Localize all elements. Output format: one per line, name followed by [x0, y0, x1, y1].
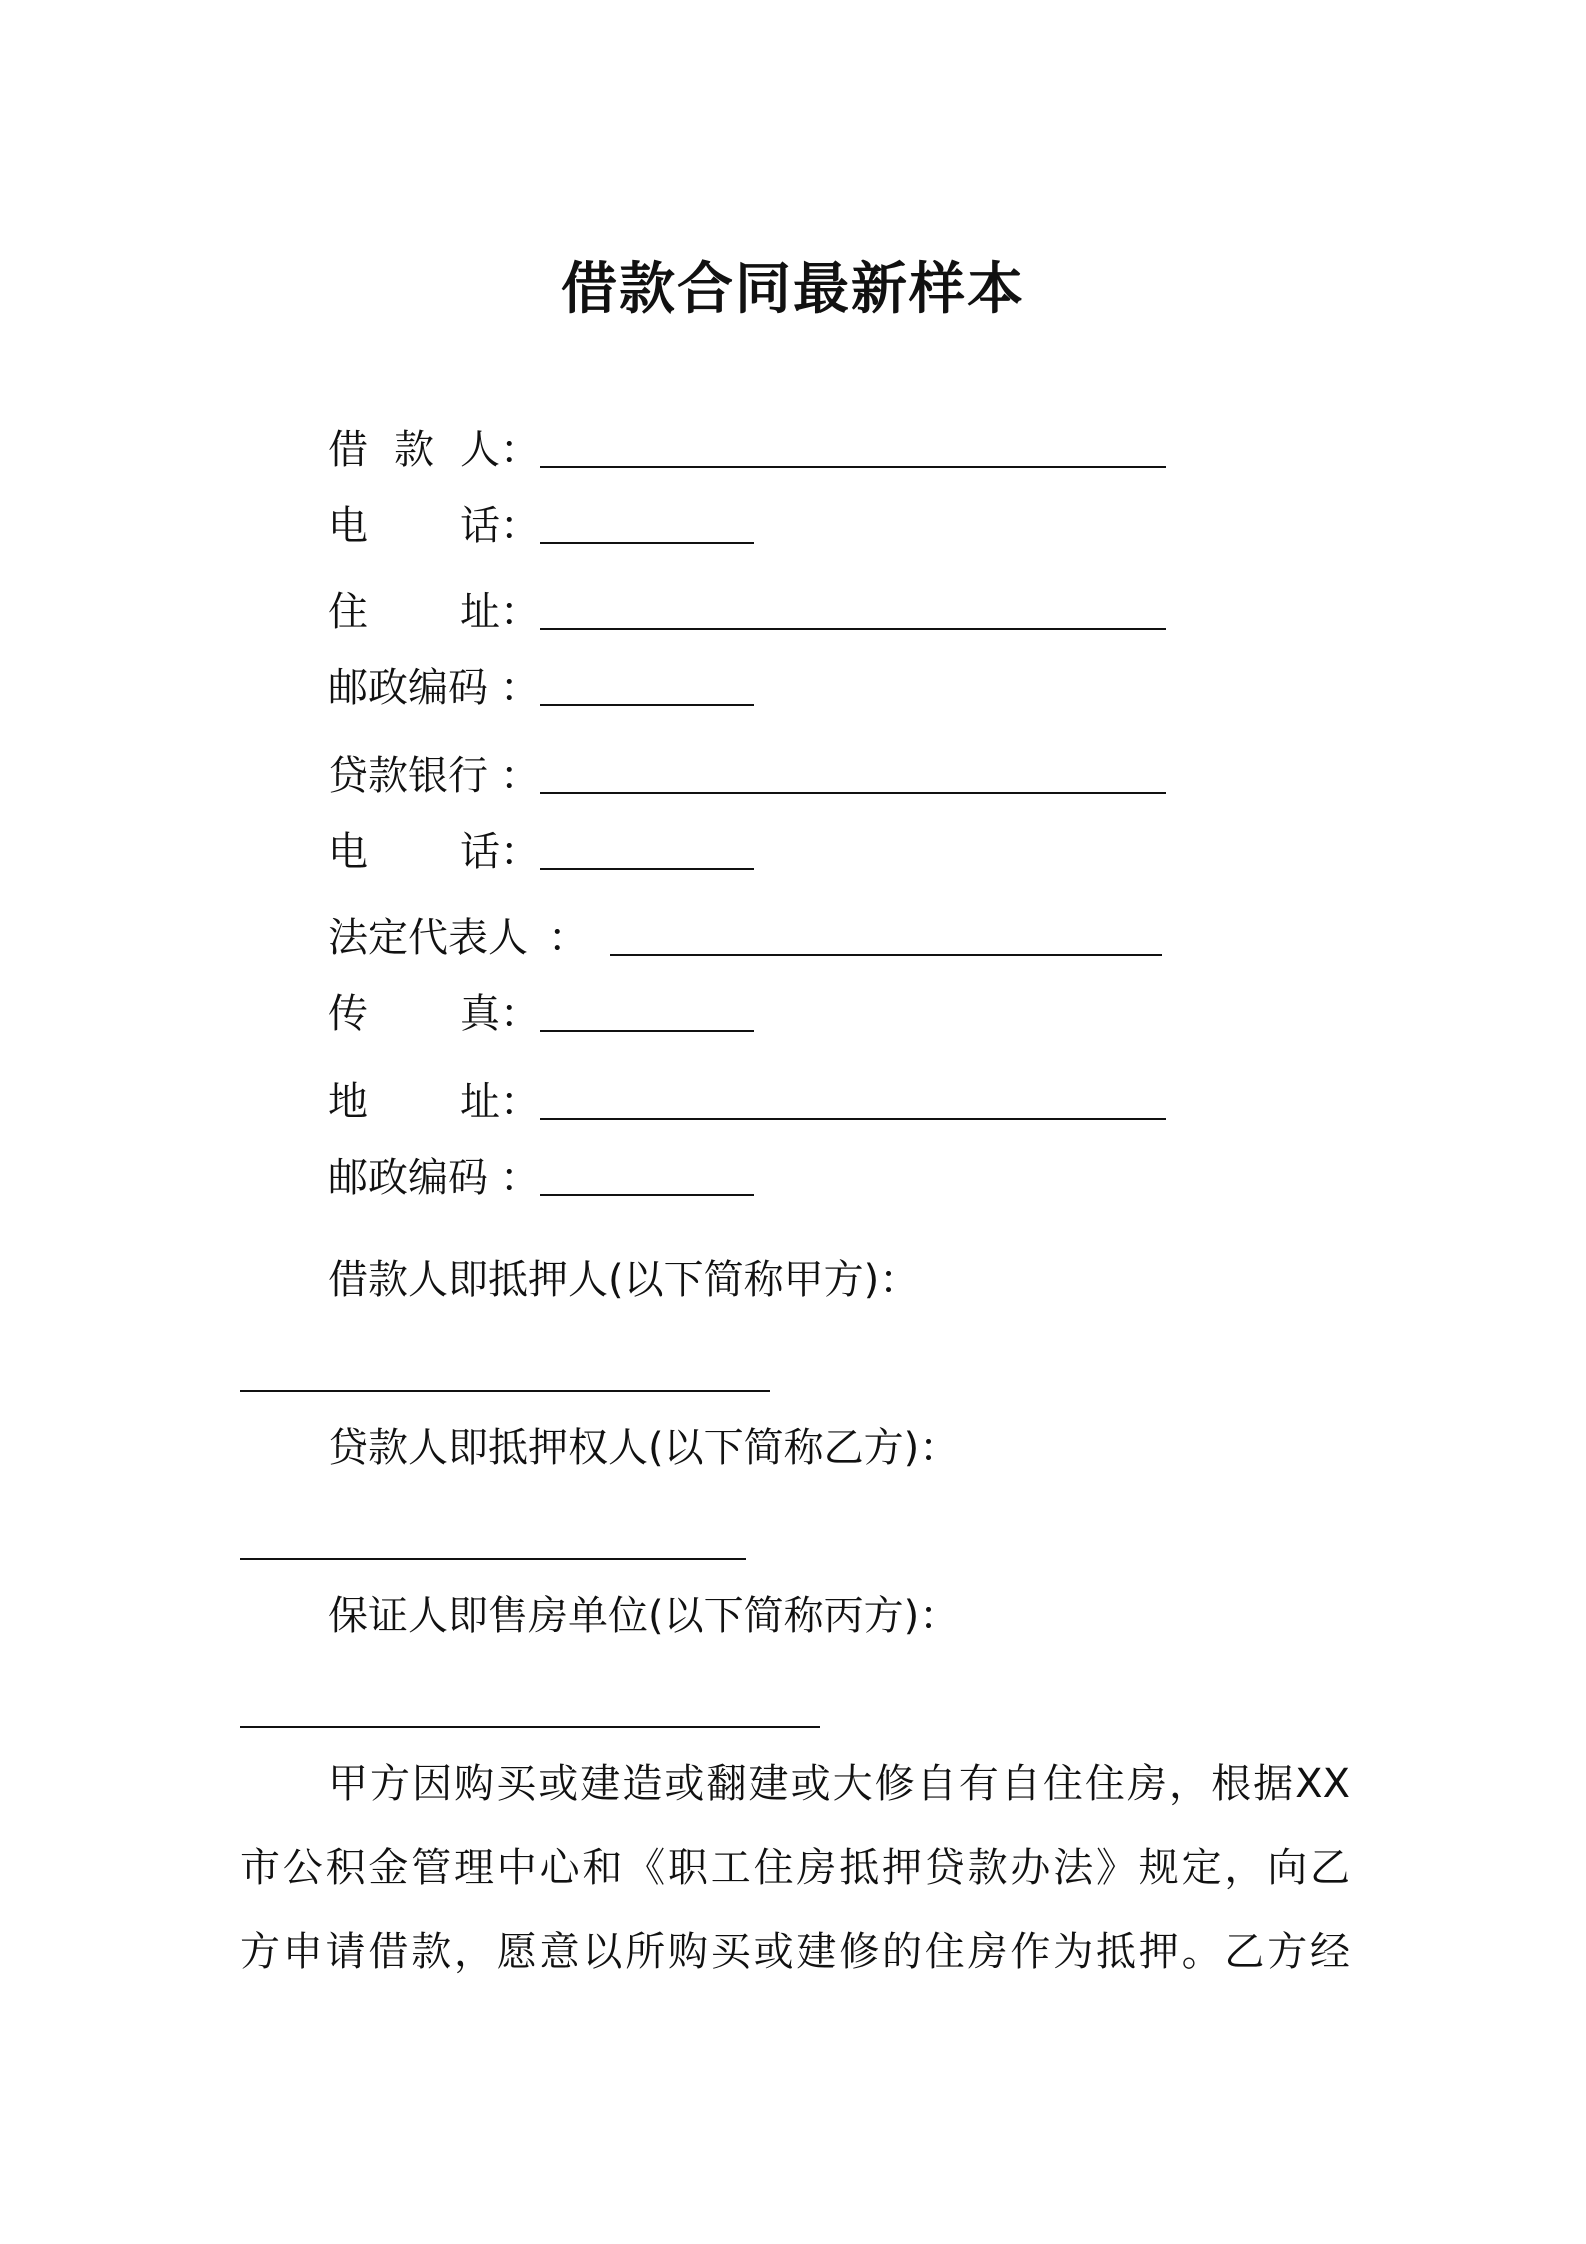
- fill-in-blank[interactable]: [540, 792, 1166, 794]
- field-label-text: 真: [460, 991, 500, 1037]
- party-fill-in-blank[interactable]: [240, 1390, 770, 1392]
- fill-in-blank[interactable]: [540, 542, 754, 544]
- field-label-text: 法定代表人: [328, 915, 528, 961]
- header-field-row: [328, 580, 1166, 644]
- fill-in-blank[interactable]: [610, 954, 1162, 956]
- header-field-row: [328, 744, 1166, 808]
- fill-in-blank[interactable]: [540, 704, 754, 706]
- field-label-text: 住: [328, 589, 368, 635]
- fill-in-blank[interactable]: [540, 628, 1166, 630]
- field-label: [328, 982, 500, 1046]
- fill-in-blank[interactable]: [540, 868, 754, 870]
- field-label-text: 电: [328, 503, 368, 549]
- field-colon: ：: [500, 1079, 540, 1125]
- field-label-text: 贷款银行: [328, 753, 488, 799]
- field-label-text: 址: [460, 1079, 500, 1125]
- field-label: [328, 494, 500, 558]
- document-title: 借款合同最新样本: [561, 257, 1025, 322]
- field-label: [328, 744, 500, 808]
- field-label: [328, 580, 500, 644]
- field-label-text: 地: [328, 1079, 368, 1125]
- field-label-text: 借: [328, 427, 368, 473]
- field-label-text: 邮政编码: [328, 1155, 488, 1201]
- field-label-text: 人: [460, 427, 500, 473]
- field-colon: ：: [500, 991, 540, 1037]
- fill-in-blank[interactable]: [540, 1118, 1166, 1120]
- party-fill-in-blank[interactable]: [240, 1558, 746, 1560]
- field-colon: ：: [500, 427, 540, 473]
- field-label: [328, 906, 548, 970]
- header-field-row: [328, 1146, 754, 1210]
- field-colon: ：: [500, 503, 540, 549]
- party-label: 借款人即抵押人(以下简称甲方)：: [328, 1257, 920, 1303]
- fill-in-blank[interactable]: [540, 1030, 754, 1032]
- body-text-line: 方申请借款，愿意以所购买或建修的住房作为抵押。乙方经: [240, 1929, 1350, 1975]
- field-colon: ：: [500, 1155, 540, 1201]
- field-label: [328, 820, 500, 884]
- header-field-row: [328, 1070, 1166, 1134]
- field-label: [328, 1146, 500, 1210]
- field-label-text: 款: [394, 427, 434, 473]
- field-colon: ：: [500, 665, 540, 711]
- header-field-row: [328, 656, 754, 720]
- header-field-row: [328, 906, 1162, 970]
- field-colon: ：: [548, 915, 588, 961]
- field-label-text: 邮政编码: [328, 665, 488, 711]
- field-label-text: 址: [460, 589, 500, 635]
- header-field-row: [328, 494, 754, 558]
- field-colon: ：: [500, 589, 540, 635]
- field-label-text: 话: [460, 503, 500, 549]
- field-label-text: 电: [328, 829, 368, 875]
- party-fill-in-blank[interactable]: [240, 1726, 820, 1728]
- field-label-text: 话: [460, 829, 500, 875]
- field-label: [328, 1070, 500, 1134]
- body-text-line: 甲方因购买或建造或翻建或大修自有自住住房，根据XX: [328, 1761, 1350, 1807]
- header-field-row: [328, 820, 754, 884]
- party-label: 贷款人即抵押权人(以下简称乙方)：: [328, 1425, 960, 1471]
- fill-in-blank[interactable]: [540, 466, 1166, 468]
- field-label: [328, 418, 500, 482]
- header-field-row: [328, 418, 1166, 482]
- field-label: [328, 656, 500, 720]
- header-field-row: [328, 982, 754, 1046]
- field-colon: ：: [500, 829, 540, 875]
- field-colon: ：: [500, 753, 540, 799]
- body-text-line: 市公积金管理中心和《职工住房抵押贷款办法》规定，向乙: [240, 1845, 1350, 1891]
- field-label-text: 传: [328, 991, 368, 1037]
- party-label: 保证人即售房单位(以下简称丙方)：: [328, 1593, 960, 1639]
- fill-in-blank[interactable]: [540, 1194, 754, 1196]
